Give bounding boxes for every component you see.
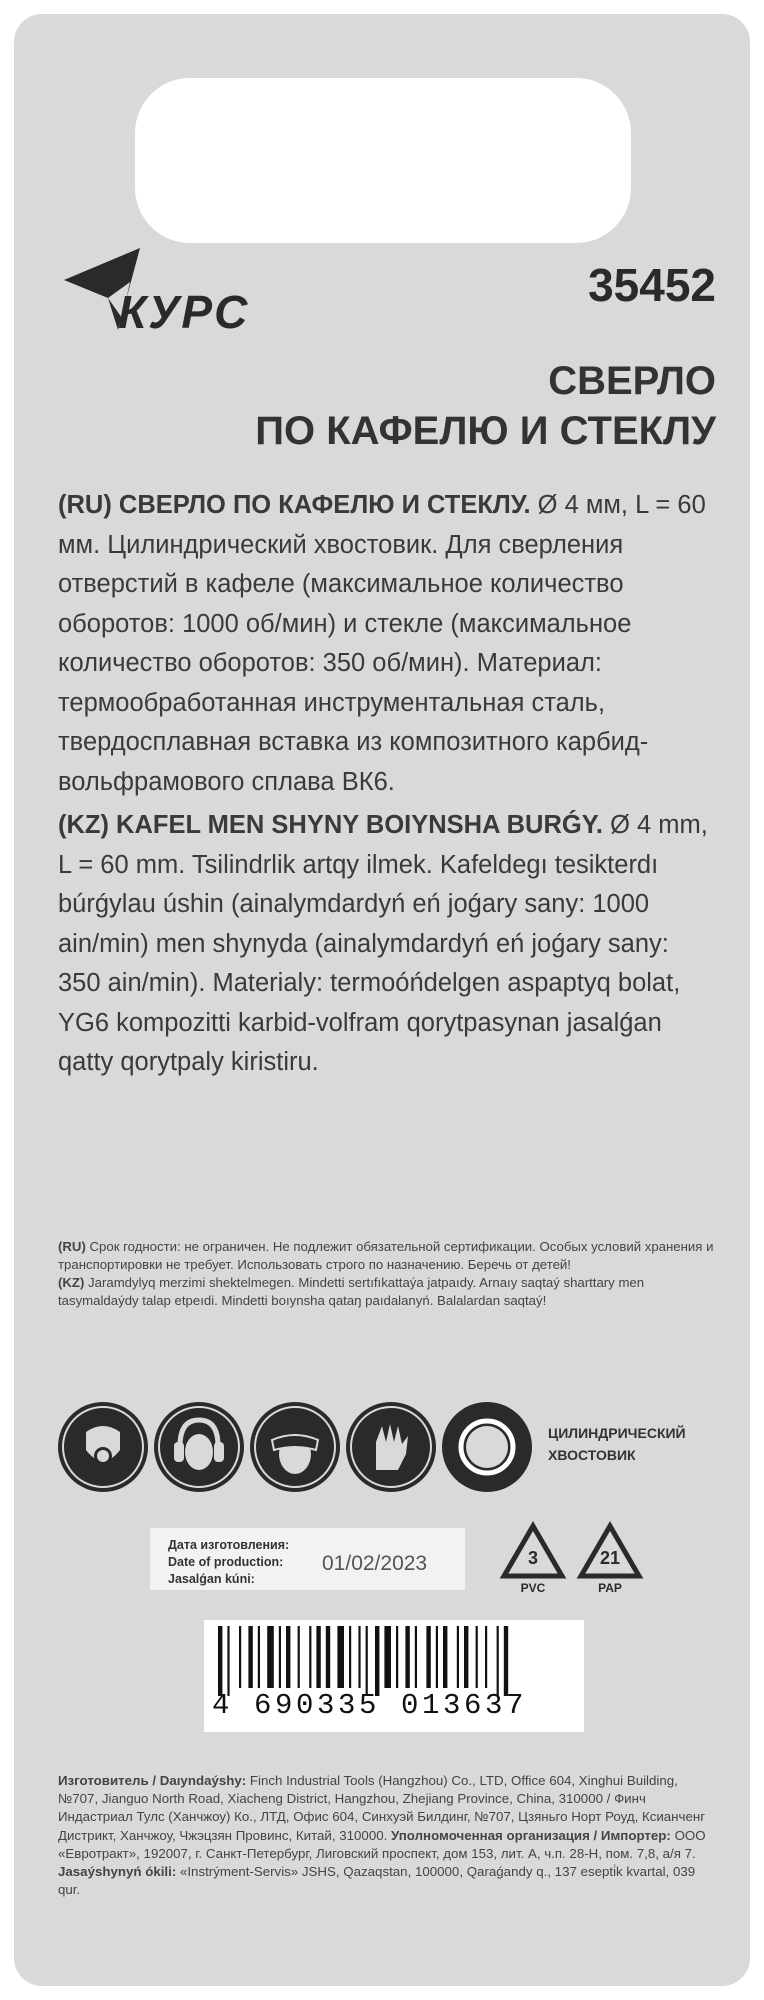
ru-prefix: (RU) СВЕРЛО ПО КАФЕЛЮ И СТЕКЛУ. — [58, 491, 531, 519]
barcode-bar — [497, 1626, 499, 1696]
fine-kz — [58, 1274, 718, 1310]
production-labels — [168, 1537, 289, 1588]
fine-kz-text: Jaramdylyq merzimi shektelmegen. Mindetti sertıfıkattaýa jatpaıdy. Arnaıy saqtaý sharttary men tasymaldaýdy talap etpeıdi. Mindetti boıynsha qataŋ paıdalanyń. Balalardan saqtaý! — [58, 1275, 645, 1308]
barcode-bar — [443, 1626, 447, 1688]
kz-rep-label: Jasaýshynyń ókili: — [58, 1864, 177, 1880]
fine-ru — [58, 1238, 718, 1274]
pap-label: PAP — [598, 1581, 622, 1595]
barcode-bar — [298, 1626, 300, 1688]
barcode-bar — [258, 1626, 260, 1688]
production-date: 01/02/2023 — [322, 1552, 428, 1575]
description-ru — [58, 486, 718, 802]
barcode-bar — [218, 1626, 222, 1696]
kz-rep-text: «Instrýment-Servis» JSHS, Qazaqstan, 100000, Qaraǵandy q., 137 esepti̇k kvartal, 039 qur. — [58, 1864, 696, 1898]
barcode-bar — [476, 1626, 478, 1688]
round-shank-icon — [442, 1402, 532, 1492]
barcode-bar — [436, 1626, 438, 1688]
fine-ru-text: Срок годности: не ограничен. Не подлежит обязательной сертификации. Особых условий хранения и транспортировки не требует. Использовать строго по назначению. Беречь от детей! — [58, 1239, 714, 1272]
barcode-bar — [349, 1626, 351, 1688]
barcode-bar — [239, 1626, 241, 1688]
barcode-bar — [396, 1626, 398, 1688]
barcode-bar — [426, 1626, 430, 1688]
shank-label-line1: ЦИЛИНДРИЧЕСКИЙ — [548, 1425, 686, 1441]
date-label-ru: Дата изготовления: — [168, 1538, 290, 1552]
kz-prefix: (KZ) KAFEL MEN SHYNY BOIYNSHA BURǴY. — [58, 811, 603, 839]
importer-label: Уполномоченная организация / Импортер: — [391, 1827, 671, 1843]
barcode-bar — [248, 1626, 252, 1688]
barcode-bar — [464, 1626, 468, 1688]
barcode-bar — [227, 1626, 229, 1696]
barcode-bar — [316, 1626, 320, 1688]
recycle-pvc-icon — [498, 1520, 568, 1600]
pvc-number: 3 — [527, 1548, 538, 1568]
title-line2: ПО КАФЕЛЮ И СТЕКЛУ — [255, 409, 716, 453]
barcode-bar — [286, 1626, 290, 1688]
product-title — [255, 356, 716, 456]
safety-goggles-icon — [250, 1402, 340, 1492]
barcode-bars — [204, 1626, 584, 1696]
pap-number: 21 — [599, 1548, 621, 1568]
ear-protection-icon — [154, 1402, 244, 1492]
barcode-bar — [457, 1626, 459, 1688]
date-label-kz: Jasalǵan kúni: — [168, 1572, 255, 1586]
fine-ru-prefix: (RU) — [58, 1239, 86, 1254]
barcode-bar — [405, 1626, 409, 1688]
manufacturer-label: Изготовитель / Daıyndaýshy: — [58, 1773, 247, 1788]
barcode-bar — [504, 1626, 508, 1696]
shank-label — [548, 1422, 686, 1466]
recycle-pap-icon — [575, 1520, 645, 1600]
kz-text: Ø 4 mm, L = 60 mm. Tsilindrlik artqy ilmek. Kafeldegı tesikterdı búrǵylau úshin (ainalymdardyń eń joǵary sany: 1000 ain/min) men shynyda (ainalymdardyń eń joǵary sany: 350 ain/min). Materialy: termoóńdelgen aspaptyq bolat, YG6 kompozitti karbid-volfram qorytpasynan jasalǵan qatty qorytpaly kiristiru. — [58, 811, 708, 1076]
barcode-bar — [337, 1626, 344, 1688]
sku-number: 35452 — [588, 259, 716, 311]
date-label-en: Date of production: — [168, 1555, 284, 1569]
pvc-label: PVC — [520, 1581, 546, 1595]
brand-name: КУРС — [118, 286, 250, 338]
shank-label-line2: ХВОСТОВИК — [548, 1447, 636, 1463]
glove-icon — [346, 1402, 436, 1492]
barcode-bar — [485, 1626, 487, 1688]
footer-legal — [58, 1772, 718, 1899]
respirator-icon — [58, 1402, 148, 1492]
barcode-bar — [415, 1626, 417, 1688]
hang-hole — [135, 78, 631, 243]
barcode-bar — [309, 1626, 311, 1688]
barcode-bar — [279, 1626, 281, 1688]
fine-print — [58, 1238, 718, 1310]
title-line1: СВЕРЛО — [548, 359, 716, 403]
ru-text: Ø 4 мм, L = 60 мм. Цилиндрический хвостовик. Для сверления отверстий в кафеле (максимальное количество оборотов: 1000 об/мин) и стекле (максимальное количество оборотов: 350 об/мин). Материал: термообработанная инструментальная сталь, твердосплавная вставка из композитного карбид-вольфрамового сплава ВК6. — [58, 491, 706, 796]
product-description — [58, 486, 718, 1083]
manufacturer-text: Finch Industrial Tools (Hangzhou) Co., LTD, Office 604, Xinghui Building, №707, Jianguo North Road, Xiacheng District, Hangzhou, Zhejiang Province, China, 310000 / Финч Индастриал Тулс (Ханчжоу) Ко., ЛТД, Офис 604, Синхуэй Билдинг, №707, Цзяньго Норт Роуд, Ксианченг Дистрикт, Ханчжоу, Чжэцзян Провинс, Китай, 310000. — [58, 1773, 706, 1843]
barcode-number: 4 690335 013637 — [212, 1689, 528, 1722]
barcode-bar — [267, 1626, 274, 1688]
barcode-bar — [384, 1626, 391, 1688]
barcode-bar — [375, 1626, 379, 1696]
barcode-bar — [366, 1626, 368, 1696]
description-kz — [58, 806, 718, 1083]
fine-kz-prefix: (KZ) — [58, 1275, 85, 1290]
barcode-bar — [358, 1626, 360, 1688]
barcode-bar — [326, 1626, 330, 1688]
importer-text: ООО «Евротракт», 192007, г. Санкт-Петербург, Лиговский проспект, дом 153, лит. А, ч.п. 28-Н, пом. 7,8, а/я 7. — [58, 1827, 706, 1861]
